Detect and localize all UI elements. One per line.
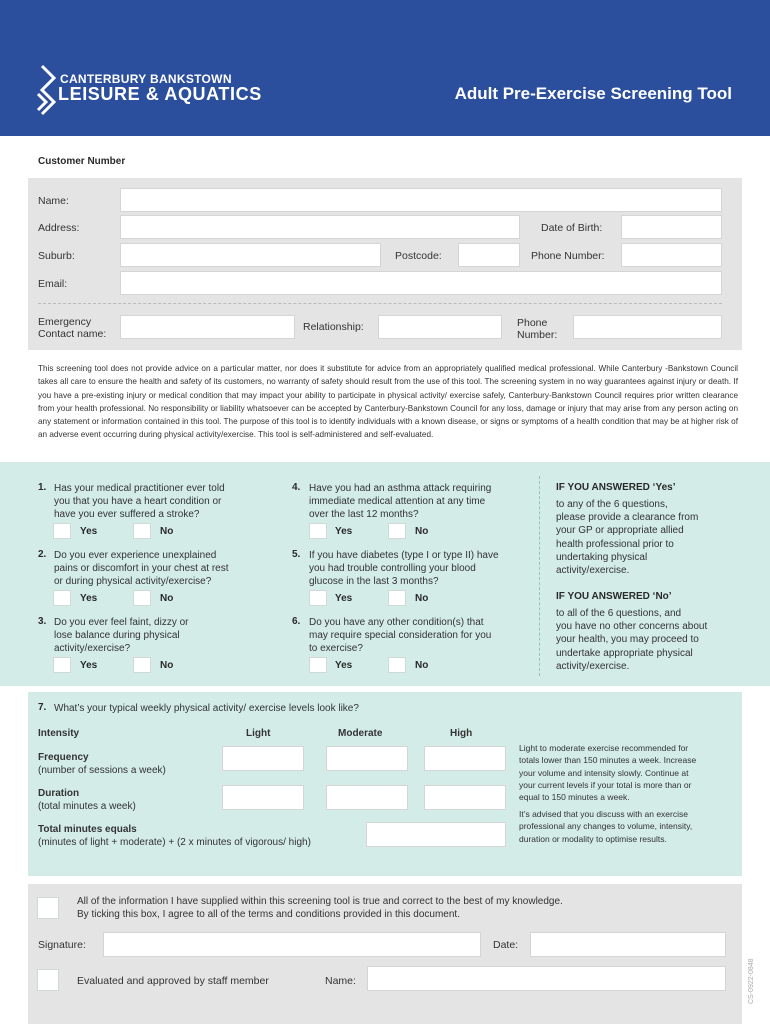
email-label: Email: bbox=[38, 278, 68, 290]
signature-field[interactable] bbox=[103, 932, 481, 957]
question-4-line: over the last 12 months? bbox=[309, 509, 419, 521]
question-4-line: Have you had an asthma attack requiring bbox=[309, 483, 492, 494]
total-minutes-title: Total minutes equals bbox=[38, 824, 137, 835]
customer-number-label: Customer Number bbox=[38, 156, 126, 167]
emergency-phone-line-2: Number: bbox=[517, 329, 558, 341]
advice-line: professional any changes to volume, intensity, bbox=[519, 821, 693, 832]
question-1-no-label: No bbox=[160, 526, 174, 537]
suburb-label: Suburb: bbox=[38, 250, 75, 262]
no-answer-line: activity/exercise. bbox=[556, 660, 630, 672]
emergency-phone-line-1: Phone bbox=[517, 317, 548, 329]
emergency-contact-label bbox=[38, 316, 106, 340]
dob-label: Date of Birth: bbox=[541, 222, 603, 234]
logo-line-2: LEISURE & AQUATICS bbox=[58, 84, 262, 104]
yes-answer-text bbox=[556, 498, 736, 577]
question-3-text bbox=[54, 616, 189, 656]
yes-answer-line: your GP or appropriate allied bbox=[556, 525, 684, 537]
yes-answer-line: undertaking physical bbox=[556, 551, 648, 563]
yes-answer-line: to any of the 6 questions, bbox=[556, 499, 668, 510]
frequency-light-field[interactable] bbox=[222, 746, 304, 771]
date-field[interactable] bbox=[530, 932, 726, 957]
question-1-yes-label: Yes bbox=[80, 526, 98, 537]
question-4-number: 4. bbox=[292, 482, 301, 493]
yes-answer-heading: IF YOU ANSWERED ‘Yes’ bbox=[556, 482, 676, 493]
question-6-line: to exercise? bbox=[309, 643, 363, 655]
question-6-text bbox=[309, 616, 491, 656]
question-3-line: Do you ever feel faint, dizzy or bbox=[54, 617, 189, 628]
total-minutes-field[interactable] bbox=[366, 822, 506, 847]
question-3-no-checkbox[interactable] bbox=[133, 657, 151, 673]
suburb-field[interactable] bbox=[120, 243, 381, 267]
question-2-no-label: No bbox=[160, 593, 174, 604]
address-label: Address: bbox=[38, 222, 80, 234]
advice-line: Light to moderate exercise recommended for bbox=[519, 743, 689, 753]
question-2-line: pains or discomfort in your chest at rest bbox=[54, 563, 229, 575]
question-5-no-checkbox[interactable] bbox=[388, 590, 406, 606]
duration-label bbox=[38, 787, 136, 813]
question-2-line: or during physical activity/exercise? bbox=[54, 576, 212, 588]
address-field[interactable] bbox=[120, 215, 520, 239]
question-3-number: 3. bbox=[38, 616, 47, 627]
question-4-yes-checkbox[interactable] bbox=[309, 523, 327, 539]
question-4-no-checkbox[interactable] bbox=[388, 523, 406, 539]
question-4-no-label: No bbox=[415, 526, 429, 537]
declaration-line-2: By ticking this box, I agree to all of the terms and conditions provided in this document. bbox=[77, 909, 460, 921]
staff-approval-label: Evaluated and approved by staff member bbox=[77, 975, 269, 987]
yes-answer-line: please provide a clearance from bbox=[556, 512, 699, 524]
frequency-label bbox=[38, 751, 166, 777]
question-5-no-label: No bbox=[415, 593, 429, 604]
question-6-number: 6. bbox=[292, 616, 301, 627]
activity-advice-1 bbox=[519, 742, 696, 803]
question-1-no-checkbox[interactable] bbox=[133, 523, 151, 539]
declaration-text bbox=[77, 895, 563, 921]
question-5-line: you had trouble controlling your blood bbox=[309, 563, 476, 575]
question-7-text: What’s your typical weekly physical activity/ exercise levels look like? bbox=[54, 703, 359, 714]
email-field[interactable] bbox=[120, 271, 722, 295]
moderate-column-header: Moderate bbox=[338, 728, 383, 739]
question-5-line: glucose in the last 3 months? bbox=[309, 576, 439, 588]
date-label: Date: bbox=[493, 939, 519, 951]
question-6-yes-label: Yes bbox=[335, 660, 353, 671]
question-7-number: 7. bbox=[38, 702, 47, 713]
question-6-yes-checkbox[interactable] bbox=[309, 657, 327, 673]
logo-line-1: CANTERBURY BANKSTOWN bbox=[60, 72, 232, 86]
question-1-text bbox=[54, 482, 225, 522]
duration-title: Duration bbox=[38, 788, 80, 799]
question-5-yes-label: Yes bbox=[335, 593, 353, 604]
duration-high-field[interactable] bbox=[424, 785, 506, 810]
declaration-line-1: All of the information I have supplied within this screening tool is true and correct to the best of my knowledge. bbox=[77, 896, 563, 907]
no-answer-heading: IF YOU ANSWERED ‘No’ bbox=[556, 591, 672, 602]
duration-light-field[interactable] bbox=[222, 785, 304, 810]
question-5-line: If you have diabetes (type I or type II) have bbox=[309, 550, 499, 561]
section-divider bbox=[38, 303, 722, 304]
question-3-yes-label: Yes bbox=[80, 660, 98, 671]
postcode-label: Postcode: bbox=[395, 250, 442, 262]
form-code: CS-0922-0848 bbox=[748, 958, 755, 1004]
advice-line: totals lower than 150 minutes a week. Increase bbox=[519, 755, 697, 766]
duration-subtitle: (total minutes a week) bbox=[38, 801, 136, 813]
question-1-yes-checkbox[interactable] bbox=[53, 523, 71, 539]
relationship-label: Relationship: bbox=[303, 321, 364, 333]
signature-label: Signature: bbox=[38, 939, 86, 951]
logo-mark-icon bbox=[36, 64, 58, 118]
question-2-number: 2. bbox=[38, 549, 47, 560]
logo bbox=[36, 64, 266, 118]
question-6-line: may require special consideration for you bbox=[309, 630, 492, 642]
question-3-no-label: No bbox=[160, 660, 174, 671]
question-4-text bbox=[309, 482, 491, 522]
question-6-no-label: No bbox=[415, 660, 429, 671]
question-4-line: immediate medical attention at any time bbox=[309, 496, 486, 508]
frequency-high-field[interactable] bbox=[424, 746, 506, 771]
name-field[interactable] bbox=[120, 188, 722, 212]
question-1-line: Has your medical practitioner ever told bbox=[54, 483, 225, 494]
declaration-checkbox[interactable] bbox=[37, 897, 59, 919]
questions-divider bbox=[539, 476, 540, 676]
frequency-moderate-field[interactable] bbox=[326, 746, 408, 771]
page-title: Adult Pre-Exercise Screening Tool bbox=[454, 84, 732, 103]
question-3-line: lose balance during physical bbox=[54, 630, 180, 642]
duration-moderate-field[interactable] bbox=[326, 785, 408, 810]
emergency-contact-field[interactable] bbox=[120, 315, 295, 339]
staff-approval-checkbox[interactable] bbox=[37, 969, 59, 991]
frequency-title: Frequency bbox=[38, 752, 89, 763]
question-1-line: have you ever suffered a stroke? bbox=[54, 509, 200, 521]
phone-label: Phone Number: bbox=[531, 250, 605, 262]
question-3-yes-checkbox[interactable] bbox=[53, 657, 71, 673]
no-answer-text bbox=[556, 607, 736, 673]
dob-field[interactable] bbox=[621, 215, 722, 239]
question-6-line: Do you have any other condition(s) that bbox=[309, 617, 484, 628]
staff-name-label: Name: bbox=[325, 975, 356, 987]
frequency-subtitle: (number of sessions a week) bbox=[38, 765, 166, 777]
disclaimer-text: This screening tool does not provide advice on a particular matter, nor does it substitute for advice from an appropriately qualified medical professional. While Canterbury -Bankstown Council takes all care to ensure the health and safety of its customers, no warranty of safety should result from the use of this tool. The screening system in no way guarantees against injury or death. If you have a pre-existing injury or medical condition that may impact your ability to participate in physical activity/ exercise safely, Canterbury-Bankstown Council requires prior written clearance from your health professional. No responsibility or liability whatsoever can be accepted by Canterbury-Bankstown Council for any loss, damage or injury that may arise from any person acting on any statement or information contained in this tool. The purpose of this tool is to identify individuals with a known disease, or signs or symptoms of a health condition that may be at higher risk of an adverse event occurring during physical activity/exercise. This tool is self-administered and self-evaluated. bbox=[38, 364, 738, 440]
question-1-number: 1. bbox=[38, 482, 47, 493]
advice-line: your current levels if your total is more than or bbox=[519, 779, 692, 790]
advice-line: your volume and intensity slowly. Continue at bbox=[519, 767, 689, 778]
question-2-line: Do you ever experience unexplained bbox=[54, 550, 217, 561]
emergency-phone-label bbox=[517, 317, 557, 341]
yes-answer-line: activity/exercise. bbox=[556, 565, 630, 577]
advice-line: duration or modality to optimise results. bbox=[519, 833, 667, 844]
question-1-line: you that you have a heart condition or bbox=[54, 496, 222, 508]
phone-field[interactable] bbox=[621, 243, 722, 267]
light-column-header: Light bbox=[246, 728, 271, 739]
question-5-number: 5. bbox=[292, 549, 301, 560]
no-answer-line: undertake appropriate physical bbox=[556, 647, 693, 659]
question-6-no-checkbox[interactable] bbox=[388, 657, 406, 673]
no-answer-line: you have no other concerns about bbox=[556, 621, 708, 633]
question-2-yes-checkbox[interactable] bbox=[53, 590, 71, 606]
activity-advice-2 bbox=[519, 808, 692, 845]
intensity-label: Intensity bbox=[38, 728, 80, 739]
emergency-label-line-2: Contact name: bbox=[38, 328, 107, 340]
question-5-yes-checkbox[interactable] bbox=[309, 590, 327, 606]
question-2-text bbox=[54, 549, 229, 589]
question-2-yes-label: Yes bbox=[80, 593, 98, 604]
question-3-line: activity/exercise? bbox=[54, 643, 131, 655]
relationship-field[interactable] bbox=[378, 315, 502, 339]
yes-answer-line: health professional prior to bbox=[556, 538, 674, 550]
header-banner bbox=[0, 0, 770, 136]
question-5-text bbox=[309, 549, 499, 589]
question-2-no-checkbox[interactable] bbox=[133, 590, 151, 606]
total-minutes-formula: (minutes of light + moderate) + (2 x minutes of vigorous/ high) bbox=[38, 837, 311, 849]
advice-line: equal to 150 minutes a week. bbox=[519, 792, 630, 803]
emergency-phone-field[interactable] bbox=[573, 315, 722, 339]
staff-name-field[interactable] bbox=[367, 966, 726, 991]
high-column-header: High bbox=[450, 728, 473, 739]
question-4-yes-label: Yes bbox=[335, 526, 353, 537]
no-answer-line: to all of the 6 questions, and bbox=[556, 608, 682, 619]
no-answer-line: your health, you may proceed to bbox=[556, 634, 699, 646]
advice-line: It’s advised that you discuss with an exercise bbox=[519, 809, 688, 819]
name-label: Name: bbox=[38, 195, 69, 207]
total-minutes-label bbox=[38, 823, 311, 849]
emergency-label-line-1: Emergency bbox=[38, 316, 92, 328]
postcode-field[interactable] bbox=[458, 243, 520, 267]
